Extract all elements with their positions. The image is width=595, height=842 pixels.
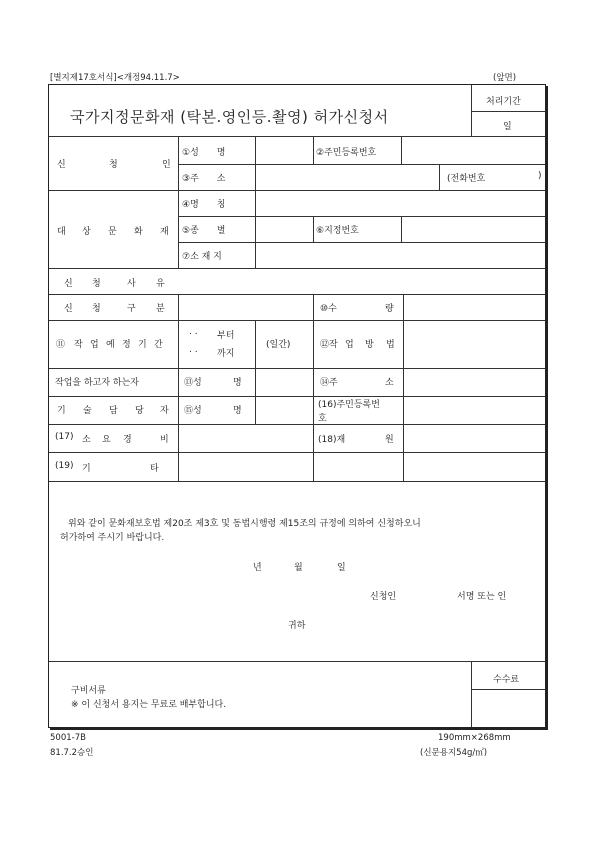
work-period-label-char: 정 (122, 340, 131, 350)
statement-line-1: 위와 같이 문화재보호법 제20조 제3호 및 동법시행령 제15조의 규정에 의하여 신청하오니 (68, 519, 421, 529)
work-period-label-char: 간 (154, 340, 163, 350)
rule (313, 294, 314, 481)
worker-label: 작업을 하고자 하는자 (55, 378, 139, 388)
target-designation-label: ⑥지정번호 (316, 226, 359, 236)
cost-label-char: 경 (123, 435, 132, 445)
work-period-from-dots: . . (189, 327, 198, 337)
rule (49, 294, 545, 295)
rule (49, 424, 545, 425)
target-group-char: 문 (108, 227, 117, 237)
target-group-char: 대 (57, 227, 66, 237)
rule (49, 190, 545, 191)
form-title: 국가지정문화재 (탁본.영인등.촬영) 허가신청서 (70, 108, 389, 126)
worker-address-label-char: ⑭주 (320, 378, 338, 388)
category-label-char: 청 (92, 304, 101, 314)
rule (401, 216, 402, 242)
target-name-label: ④명 칭 (182, 200, 226, 210)
rule (471, 85, 472, 136)
paper-spec: (신문용지54g/㎡) (420, 748, 488, 758)
target-group-char: 화 (134, 227, 143, 237)
category-label-char: 분 (156, 304, 165, 314)
rule (49, 368, 545, 369)
rule (255, 320, 256, 368)
form-reference: [별지제17호서식]<개정94.11.7> (50, 73, 180, 83)
work-period-days: (일간) (266, 340, 291, 350)
rule (471, 111, 545, 112)
work-method-label-char: 방 (365, 340, 374, 350)
technician-label-char: 술 (83, 406, 92, 416)
applicant-group-char: 청 (109, 160, 118, 170)
processing-period-value: 일 (503, 122, 512, 132)
technician-label-char: 당 (135, 406, 144, 416)
rule (49, 396, 545, 397)
rule (471, 661, 472, 727)
target-type-label: ⑤종 별 (182, 226, 226, 236)
applicant-group-char: 인 (162, 160, 171, 170)
worker-name-label-char: ⑬성 (184, 378, 202, 388)
date-month-label: 월 (294, 563, 303, 573)
approval-date: 81.7.2승인 (50, 748, 94, 758)
rule (49, 452, 545, 453)
rule (313, 216, 314, 242)
work-period-label-char: 기 (138, 340, 147, 350)
other-label-char: 타 (150, 464, 159, 474)
target-group-char: 상 (82, 227, 91, 237)
funding-label-char: 원 (385, 435, 394, 445)
work-period-to-dots: . . (189, 345, 198, 355)
quantity-label-char: ⑩수 (320, 304, 337, 314)
rule (403, 294, 404, 481)
reason-label-char: 유 (156, 279, 165, 289)
rule (255, 136, 256, 268)
applicant-name-label: ①성 명 (182, 148, 226, 158)
applicant-phone-close: ) (538, 171, 542, 181)
work-period-from: 부터 (217, 331, 235, 341)
worker-address-label-char: 소 (385, 378, 394, 388)
applicant-sign-label: 신청인 (370, 592, 397, 602)
work-period-label-char: 업 (90, 340, 99, 350)
free-distribution-notice: ※ 이 신청서 용지는 무료로 배부합니다. (71, 700, 227, 710)
reason-label-char: 신 (64, 279, 73, 289)
rule (313, 136, 314, 164)
other-label-char: (19) (55, 461, 74, 471)
signature-or-seal-label: 서명 또는 인 (457, 592, 507, 602)
target-location-label: ⑦소 재 지 (182, 252, 222, 262)
required-docs-label: 구비서류 (71, 686, 106, 696)
work-period-label-char: 예 (106, 340, 115, 350)
target-group-char: 재 (160, 227, 169, 237)
processing-period-label: 처리기간 (486, 97, 521, 107)
worker-name-label-char: 명 (233, 378, 242, 388)
technician-label-char: 담 (109, 406, 118, 416)
cost-label-char: 요 (102, 435, 111, 445)
category-label-char: 신 (64, 304, 73, 314)
funding-label-char: (18)재 (318, 435, 346, 445)
fee-label: 수수료 (493, 675, 520, 685)
rule (49, 136, 545, 137)
rule (178, 216, 545, 217)
rule (49, 268, 545, 269)
work-period-label-char: ⑪ (56, 340, 66, 350)
reason-label-char: 사 (127, 279, 136, 289)
technician-rrn-label-cont: 호 (318, 414, 327, 424)
rule (178, 294, 179, 481)
rule (178, 242, 545, 243)
paper-size: 190mm×268mm (438, 733, 511, 743)
work-method-label-char: 업 (345, 340, 354, 350)
work-method-label-char: 법 (386, 340, 395, 350)
rule (471, 689, 545, 690)
work-period-label-char: 작 (74, 340, 83, 350)
quantity-label-char: 량 (385, 304, 394, 314)
rule (178, 136, 179, 268)
page-side-label: (앞면) (493, 73, 517, 83)
work-method-label-char: ⑫작 (320, 340, 338, 350)
technician-rrn-label: (16)주민등록번 (318, 400, 380, 410)
work-period-to: 까지 (217, 349, 235, 359)
date-year-label: 년 (253, 563, 262, 573)
applicant-address-label: ③주 소 (182, 174, 226, 184)
applicant-rrn-label: ②주민등록번호 (316, 148, 377, 158)
reason-label-char: 청 (92, 279, 101, 289)
rule (49, 481, 545, 482)
applicant-phone-label: (전화번호 (447, 174, 486, 184)
category-label-char: 구 (127, 304, 136, 314)
recipient-label: 귀하 (288, 621, 306, 631)
statement-line-2: 허가하여 주시기 바랍니다. (60, 533, 165, 543)
cost-label-char: (17) (55, 432, 74, 442)
technician-label-char: 기 (57, 406, 66, 416)
date-day-label: 일 (337, 563, 346, 573)
technician-label-char: 자 (160, 406, 169, 416)
other-label-char: 기 (82, 464, 91, 474)
rule (255, 368, 256, 424)
cost-label-char: 소 (82, 435, 91, 445)
rule (401, 136, 402, 164)
technician-name-label-char: 명 (233, 406, 242, 416)
applicant-group-char: 신 (57, 160, 66, 170)
rule (49, 320, 545, 321)
rule (178, 164, 545, 165)
form-code: 5001-7B (50, 733, 86, 743)
technician-name-label-char: ⑮성 (184, 406, 202, 416)
cost-label-char: 비 (160, 435, 169, 445)
rule (439, 164, 440, 190)
